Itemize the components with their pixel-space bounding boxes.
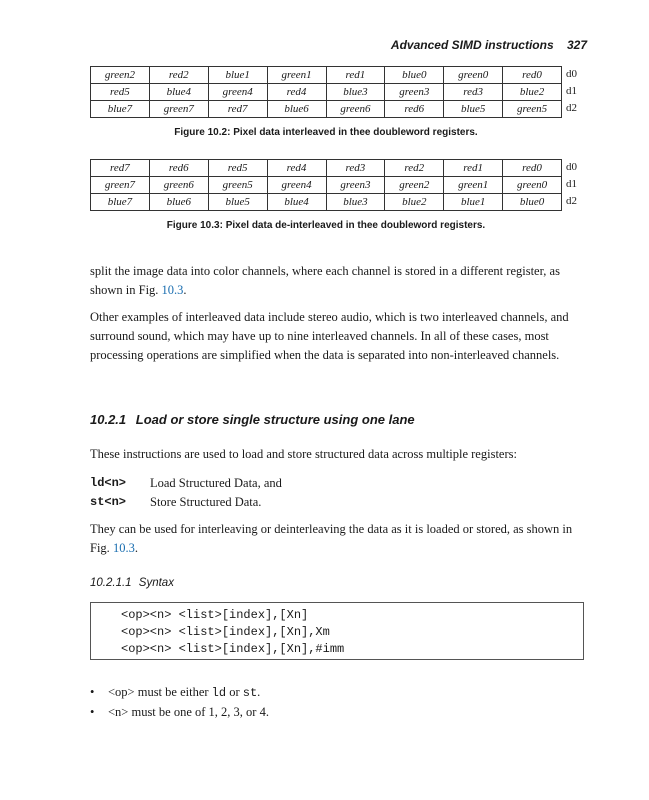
bullet-icon: •: [90, 705, 95, 719]
syntax-code-box: [90, 602, 584, 660]
register-cell: green6: [149, 177, 208, 194]
running-head: [391, 38, 587, 52]
register-row-d0: [91, 160, 562, 177]
register-cell: green7: [91, 177, 150, 194]
register-cell: blue1: [208, 67, 267, 84]
register-cell: blue6: [149, 194, 208, 211]
register-cell: red7: [208, 101, 267, 118]
register-cell: green7: [149, 101, 208, 118]
register-cell: green5: [503, 101, 562, 118]
paragraph-intro: [90, 262, 588, 300]
register-row-d2: [91, 194, 562, 211]
paragraph-punct: .: [183, 283, 187, 297]
register-cell: green2: [385, 177, 444, 194]
figure-caption: [90, 127, 562, 138]
section-number: 10.2.1: [90, 412, 127, 427]
register-cell: red2: [149, 67, 208, 84]
register-cell: green0: [503, 177, 562, 194]
register-label: d2: [566, 195, 577, 207]
register-cell: blue7: [91, 101, 150, 118]
register-row-d0: [91, 67, 562, 84]
inline-code: ld: [211, 686, 227, 700]
figure-caption: [90, 220, 562, 231]
register-cell: blue2: [503, 84, 562, 101]
register-cell: blue2: [385, 194, 444, 211]
register-cell: red0: [503, 67, 562, 84]
deinterleaved-register-table: [90, 159, 562, 211]
figure-10-3: [90, 159, 586, 231]
code-line: <op><n> <list>[index],[Xn],Xm: [121, 625, 330, 639]
code-line: <op><n> <list>[index],[Xn],#imm: [121, 642, 345, 656]
register-cell: green3: [326, 177, 385, 194]
register-cell: red4: [267, 160, 326, 177]
paragraph-text: split the image data into color channels, where each channel is stored in a different register, as shown in Fig.: [90, 264, 560, 297]
bullet-text: [108, 682, 260, 702]
register-cell: red4: [267, 84, 326, 101]
figure-link[interactable]: 10.3: [161, 283, 184, 297]
register-cell: blue6: [267, 101, 326, 118]
definition-term: st<n>: [90, 495, 127, 509]
caption-text: Pixel data de-interleaved in thee doubleword registers.: [225, 220, 486, 231]
register-cell: red6: [385, 101, 444, 118]
register-row-d1: [91, 84, 562, 101]
subsubsection-number: 10.2.1.1: [90, 577, 132, 589]
caption-label: Figure 10.2:: [174, 127, 231, 138]
definition-item: [90, 493, 282, 512]
register-cell: green4: [208, 84, 267, 101]
bullet-list: [90, 682, 269, 722]
register-cell: red2: [385, 160, 444, 177]
register-row-d2: [91, 101, 562, 118]
register-cell: red1: [326, 67, 385, 84]
page-number: 327: [566, 38, 587, 52]
register-cell: red3: [444, 84, 503, 101]
definition-desc: Store Structured Data.: [150, 495, 262, 509]
register-cell: red5: [208, 160, 267, 177]
register-label: d0: [566, 68, 577, 80]
register-labels: [566, 66, 577, 117]
register-cell: green0: [444, 67, 503, 84]
register-cell: blue4: [149, 84, 208, 101]
register-cell: blue3: [326, 194, 385, 211]
register-cell: red6: [149, 160, 208, 177]
paragraph-examples: Other examples of interleaved data include stereo audio, which is two interleaved channels, and surround sound, which may have up to nine interleaved channels. In all of these cases, most processing operations are simplified when the data is separated into non-interleaved channels.: [90, 310, 569, 362]
register-label: d1: [566, 178, 577, 190]
bullet-icon: •: [90, 685, 95, 699]
register-cell: red0: [503, 160, 562, 177]
bullet-item: [90, 682, 269, 702]
section-title: Load or store single structure using one lane: [135, 412, 415, 427]
register-labels: [566, 159, 577, 210]
definition-item: [90, 474, 282, 493]
paragraph-text: They can be used for interleaving or deinterleaving the data as it is loaded or stored, as shown in Fig.: [90, 522, 573, 555]
definition-term: ld<n>: [90, 476, 127, 490]
register-cell: red7: [91, 160, 150, 177]
register-cell: blue0: [385, 67, 444, 84]
register-cell: green6: [326, 101, 385, 118]
register-cell: blue5: [208, 194, 267, 211]
paragraph-punct: .: [134, 541, 138, 555]
register-label: d1: [566, 85, 577, 97]
bullet-text-part: or: [226, 685, 243, 699]
register-cell: blue3: [326, 84, 385, 101]
register-cell: green1: [267, 67, 326, 84]
register-cell: green2: [91, 67, 150, 84]
register-cell: blue7: [91, 194, 150, 211]
register-cell: red1: [444, 160, 503, 177]
register-label: d2: [566, 102, 577, 114]
bullet-item: [90, 702, 269, 722]
bullet-text-part: <op> must be either: [108, 685, 212, 699]
running-head-title: Advanced SIMD instructions: [390, 38, 554, 52]
register-cell: blue4: [267, 194, 326, 211]
section-heading: [90, 412, 415, 427]
register-cell: green4: [267, 177, 326, 194]
code-line: <op><n> <list>[index],[Xn]: [121, 608, 309, 622]
register-cell: red5: [91, 84, 150, 101]
register-cell: blue0: [503, 194, 562, 211]
caption-label: Figure 10.3:: [166, 220, 223, 231]
inline-code: st: [242, 686, 258, 700]
register-cell: red3: [326, 160, 385, 177]
register-cell: green1: [444, 177, 503, 194]
subsubsection-heading: [90, 577, 174, 589]
interleaved-register-table: [90, 66, 562, 118]
register-cell: blue1: [444, 194, 503, 211]
bullet-text-part: .: [257, 685, 261, 699]
figure-10-2: [90, 66, 586, 138]
register-row-d1: [91, 177, 562, 194]
register-label: d0: [566, 161, 577, 173]
subsubsection-title: Syntax: [138, 577, 174, 589]
figure-link[interactable]: 10.3: [112, 541, 135, 555]
register-cell: green3: [385, 84, 444, 101]
definition-list: [90, 474, 282, 512]
paragraph-instructions: These instructions are used to load and store structured data across multiple registers:: [90, 447, 517, 461]
register-cell: blue5: [444, 101, 503, 118]
paragraph-usage: [90, 520, 588, 558]
bullet-text: <n> must be one of 1, 2, 3, or 4.: [108, 705, 269, 719]
definition-desc: Load Structured Data, and: [150, 476, 282, 490]
register-cell: green5: [208, 177, 267, 194]
caption-text: Pixel data interleaved in thee doubleword registers.: [233, 127, 478, 138]
